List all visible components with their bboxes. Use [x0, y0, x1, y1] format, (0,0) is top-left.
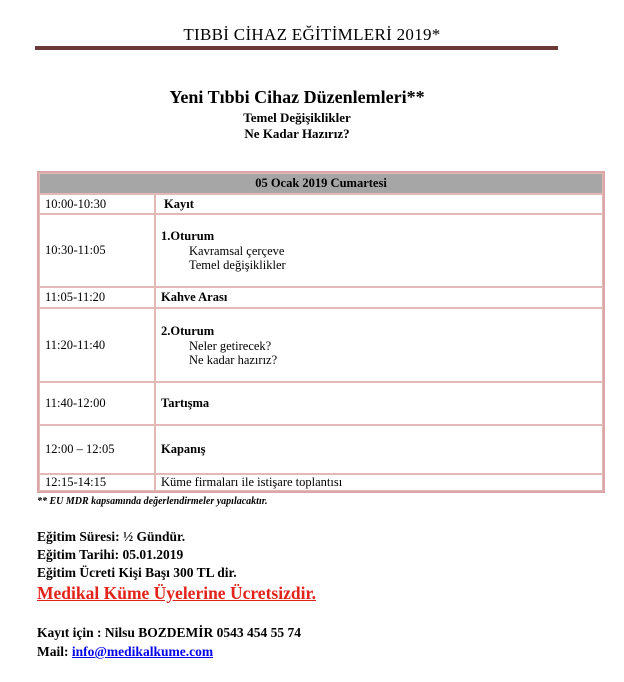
- table-row: [39, 308, 603, 382]
- table-row: [39, 194, 603, 214]
- session-label: Kayıt: [164, 196, 194, 211]
- session-label: Küme firmaları ile istişare toplantısı: [161, 475, 343, 489]
- session-activity: [155, 194, 603, 214]
- header-title: TIBBİ CİHAZ EĞİTİMLERİ 2019*: [183, 25, 441, 44]
- session-topic: Kavramsal çerçeve: [189, 244, 285, 258]
- session-activity: [155, 287, 603, 308]
- mail-line: [37, 644, 213, 660]
- table-row: [39, 474, 603, 491]
- session-time: 10:00-10:30: [39, 194, 155, 214]
- session-time: 11:20-11:40: [39, 308, 155, 382]
- header-divider: [35, 46, 558, 50]
- free-for-members-notice: Medikal Küme Üyelerine Ücretsizdir.: [37, 583, 316, 603]
- session-activity: [155, 214, 603, 287]
- session-time: 10:30-11:05: [39, 214, 155, 287]
- schedule-header-row: [39, 173, 603, 194]
- session-activity: [155, 425, 603, 474]
- table-row: [39, 214, 603, 287]
- session-time: 11:05-11:20: [39, 287, 155, 308]
- mail-link[interactable]: info@medikalkume.com: [71, 644, 214, 659]
- session-topic: Neler getirecek?: [189, 338, 272, 353]
- session-label: 1.Oturum: [161, 229, 215, 243]
- session-label: Kapanış: [161, 442, 206, 456]
- session-topic: Ne kadar hazırız?: [189, 352, 278, 367]
- table-row: [39, 382, 603, 425]
- table-row: [39, 425, 603, 474]
- schedule-day-header: 05 Ocak 2019 Cumartesi: [39, 173, 603, 194]
- training-fee: Eğitim Ücreti Kişi Başı 300 TL dir.: [37, 565, 237, 580]
- session-time: 11:40-12:00: [39, 382, 155, 425]
- session-topic: Temel değişiklikler: [189, 258, 286, 272]
- session-time: 12:00 – 12:05: [39, 425, 155, 474]
- document-subtitle-2: Ne Kadar Hazırız?: [244, 126, 350, 141]
- document-title: Yeni Tıbbi Cihaz Düzenlemleri**: [169, 87, 425, 107]
- session-activity: [155, 308, 603, 382]
- schedule-table: [37, 171, 605, 493]
- session-activity: [155, 474, 603, 491]
- training-date: Eğitim Tarihi: 05.01.2019: [37, 547, 184, 562]
- footnote: ** EU MDR kapsamında değerlendirmeler yapılacaktır.: [37, 496, 268, 507]
- training-duration: Eğitim Süresi: ½ Gündür.: [37, 529, 186, 544]
- registration-contact: Kayıt için : Nilsu BOZDEMİR 0543 454 55 74: [37, 625, 302, 640]
- session-time: 12:15-14:15: [39, 474, 155, 491]
- document-subtitle-1: Temel Değişiklikler: [243, 110, 351, 125]
- mail-label: Mail:: [37, 644, 72, 659]
- session-label: Tartışma: [161, 396, 210, 410]
- session-label: 2.Oturum: [161, 323, 215, 338]
- session-label: Kahve Arası: [161, 290, 228, 304]
- table-row: [39, 287, 603, 308]
- session-activity: [155, 382, 603, 425]
